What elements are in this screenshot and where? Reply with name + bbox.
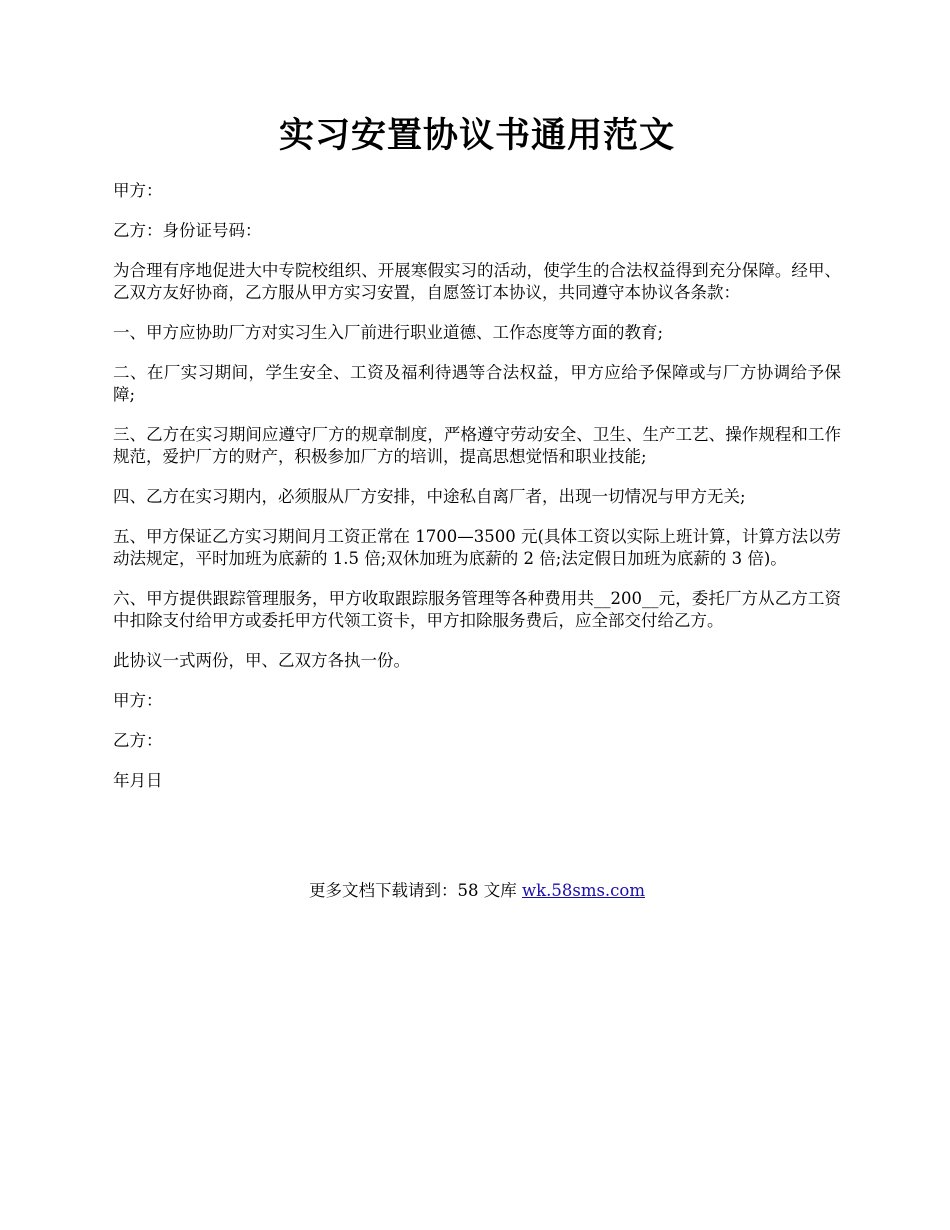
signature-date: 年月日 — [113, 771, 163, 790]
document-title: 实习安置协议书通用范文 — [278, 115, 675, 156]
signature-party-b: 乙方： — [113, 731, 163, 750]
download-footer — [113, 880, 841, 902]
clause-4: 四、乙方在实习期内，必须服从厂方安排，中途私自离厂者，出现一切情况与甲方无关; — [113, 487, 746, 506]
signature-party-a: 甲方： — [113, 691, 163, 710]
clause-5: 五、甲方保证乙方实习期间月工资正常在 1700—3500 元(具体工资以实际上班计算，计算方法以劳动法规定，平时加班为底薪的 1.5 倍;双休加班为底薪的 2 倍;法定假日加班为底薪的 3 倍)。 — [113, 527, 841, 568]
footer-link[interactable]: wk.58sms.com — [521, 881, 645, 900]
clause-3: 三、乙方在实习期间应遵守厂方的规章制度，严格遵守劳动安全、卫生、生产工艺、操作规程和工作规范，爱护厂方的财产，积极参加厂方的培训，提高思想觉悟和职业技能; — [113, 425, 841, 466]
footer-text: 更多文档下载请到：58 文库 — [308, 881, 522, 900]
clause-1: 一、甲方应协助厂方对实习生入厂前进行职业道德、工作态度等方面的教育; — [113, 323, 664, 342]
document-body — [113, 180, 841, 810]
preamble-paragraph: 为合理有序地促进大中专院校组织、开展寒假实习的活动，使学生的合法权益得到充分保障。经甲、乙双方友好协商，乙方服从甲方实习安置，自愿签订本协议，共同遵守本协议各条款： — [113, 261, 841, 302]
party-b-id-line: 乙方：身份证号码： — [113, 221, 262, 240]
party-a-line: 甲方： — [113, 181, 163, 200]
clause-2: 二、在厂实习期间，学生安全、工资及福利待遇等合法权益，甲方应给予保障或与厂方协调给予保障; — [113, 363, 841, 404]
clause-6: 六、甲方提供跟踪管理服务，甲方收取跟踪服务管理等各种费用共__200__元，委托厂方从乙方工资中扣除支付给甲方或委托甲方代领工资卡，甲方扣除服务费后，应全部交付给乙方。 — [113, 589, 841, 630]
copies-statement: 此协议一式两份，甲、乙双方各执一份。 — [113, 651, 410, 670]
